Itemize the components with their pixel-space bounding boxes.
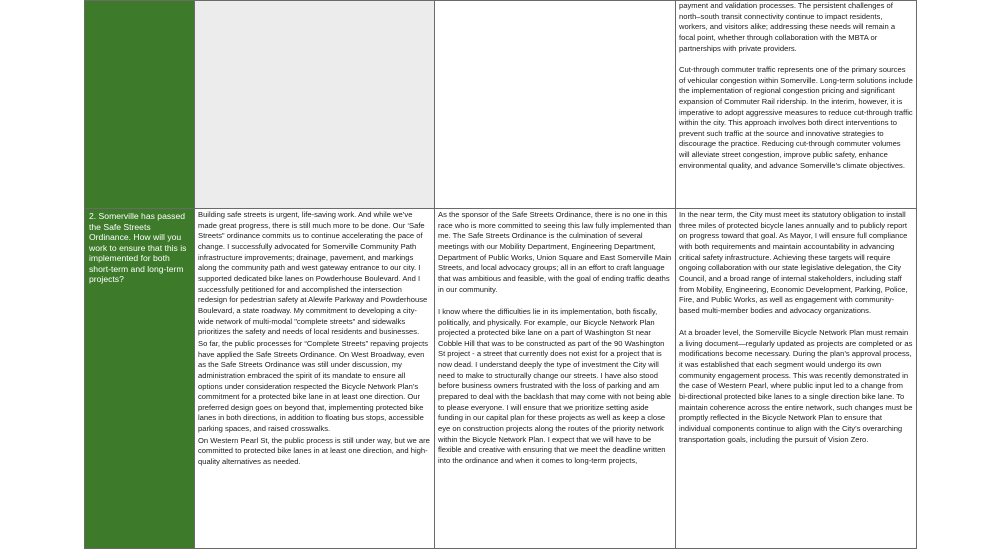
answer-cell-candidate-2 [435,1,676,209]
answer-cell-candidate-3 [676,209,917,549]
question-cell [85,1,195,209]
answer-paragraph: Cut-through commuter traffic represents one of the primary sources of vehicular congestion within Somerville. Long-term solutions include the implementation of regional congestion pricing and significant expansion of Commuter Rail ridership. In the interim, however, it is imperative to adopt aggressive measures to reduce cut-through traffic within the city. This approach involves both direct interventions to prevent such traffic at the source and innovative strategies to discourage the practice. Reducing cut-through commuter volumes will alleviate street congestion, improve public safety, enhance environmental quality, and advance Somerville’s climate objectives. [679,64,913,170]
question-text [85,1,194,3]
answer-paragraph: At a broader level, the Somerville Bicycle Network Plan must remain a living document—regularly updated as projects are completed or as modifications become necessary. During the plan’s approval process, it was established that each segment would undergo its own community engagement process. This was recently demonstrated in the case of Western Pearl, where public input led to a change from bi-directional protected bike lanes to a single direction bike lane. To maintain coherence across the entire network, such changes must be promptly reflected in the Bicycle Network Plan to ensure that individual components continue to align with the City’s overarching transportation goals, including the pursuit of Vision Zero. [679,328,913,444]
answer-paragraph: So far, the public processes for “Complete Streets” repaving projects have applied the Safe Streets Ordinance. On West Broadway, even as the Safe Streets Ordinance was still under discussion, my administration embraced the spirit of its mandate to ensure all options under consideration respected the Bicycle Network Plan’s commitment for a protected bike lane in at least one direction. Our preferred design goes on beyond that, implementing protected bike lanes in both directions, in addition to floating bus stops, accessible parking spaces, and raised crosswalks. [198,338,429,434]
answer-cell-candidate-3 [676,1,917,209]
answer-paragraph: Building safe streets is urgent, life-saving work. And while we’ve made great progress, there is still much more to be done. Our ‘Safe Streets” ordinance commits us to continue accelerating the pace of change. I successfully advocated for Somerville Community Path infrastructure improvements; drainage, pavement, and markings along the community path and west gateway entrance to our city. I supported dedicated bike lanes on Powderhouse Boulevard. And I successfully petitioned for and accomplished the intersection redesign for pedestrian safety at Alewife Parkway and Powderhouse Boulevard, a state roadway. My commitment to developing a city-wide network of multi-modal "complete streets" and sidewalks prioritizes the safety and needs of local residents and businesses. [198,210,428,337]
answer-paragraph: In the near term, the City must meet its statutory obligation to install three miles of protected bicycle lanes annually and to publicly report on progress toward that goal. As Mayor, I will ensure full compliance with both requirements and maintain accountability in advancing critical safety infrastructure. Achieving these targets will require ongoing collaboration with our state legislative delegation, the City Council, and a broad range of internal stakeholders, including staff from Mobility, Engineering, Economic Development, Parking, Police, Fire, and Public Works, as well as engagement with community-based multi-member bodies and advocacy organizations. [679,210,908,315]
question-text: 2. Somerville has passed the Safe Streets Ordinance. How will you work to ensure that this is implemented for both short-term and long-term projects? [89,211,187,284]
table-row [85,1,917,209]
answer-cell-candidate-1 [195,209,435,549]
answer-paragraph: I know where the difficulties lie in its implementation, both fiscally, politically, and physically. For example, our Bicycle Network Plan projected a protected bike lane on a part of Washington St near Cobble Hill that was to be constructed as part of the 90 Washington St project - a street that currently does not exist for a project that is now dead. I understand deeply the type of investment the City will need to make to structurally change our streets. I have also stood before business owners frustrated with the loss of parking and am prepared to deal with the backlash that may come with not being able to please everyone. I will ensure that we prioritize setting aside funding in our capital plan for these projects as well as keep a close eye on construction projects along the routes of the priority network within the Bicycle Network Plan. I expect that we will have to be flexible and creative with ensuring that we meet the deadline written into the ordinance and when it comes to long-term projects, [438,306,672,466]
candidate-answers-table [84,0,917,549]
answer-paragraph: As the sponsor of the Safe Streets Ordinance, there is no one in this race who is more committed to seeing this law fully implemented than me. The Safe Streets Ordinance is the culmination of several meetings with our Mobility Department, Engineering Department, Department of Public Works, Union Square and East Somerville Main Streets, and local advocacy groups; all in an effort to craft language that was ambitious and feasible, with the goal of ending traffic deaths in our community. [438,210,672,294]
table-row [85,209,917,549]
answer-paragraph: On Western Pearl St, the public process is still under way, but we are committed to protected bike lanes in at least one direction, and high-quality alternatives as needed. [198,435,430,467]
answer-paragraph: payment and validation processes. The persistent challenges of north–south transit connectivity continue to impact residents, workers, and visitors alike; addressing these needs will remain a focal point, whether through collaboration with the MBTA or partnerships with private providers. [679,1,896,53]
answer-cell-candidate-1 [195,1,435,209]
answer-cell-candidate-2 [435,209,676,549]
question-cell [85,209,195,549]
